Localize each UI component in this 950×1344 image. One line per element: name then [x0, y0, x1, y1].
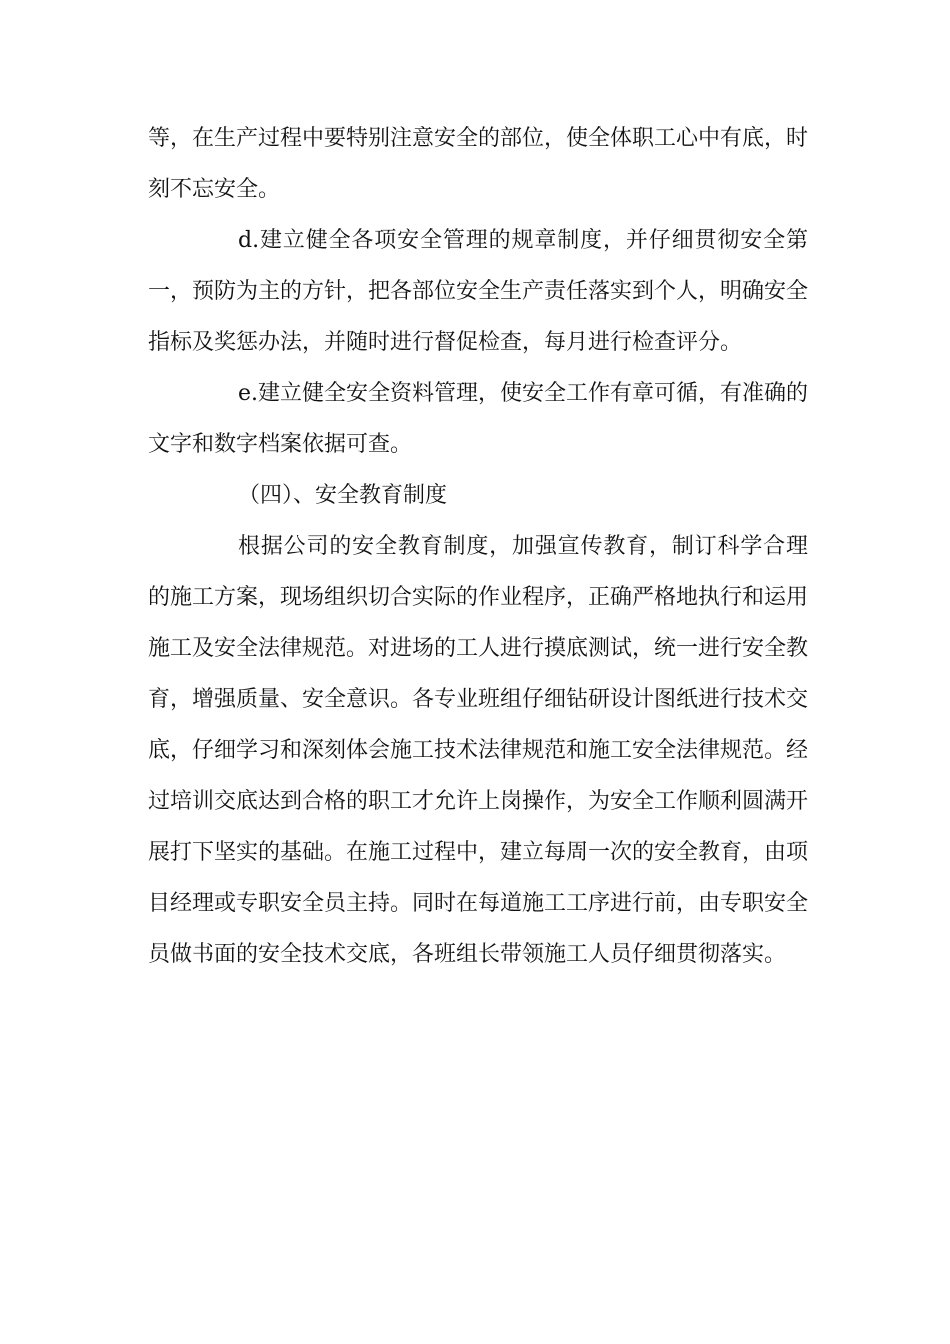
paragraph-continuation: 等，在生产过程中要特别注意安全的部位，使全体职工心中有底，时刻不忘安全。 — [148, 126, 809, 202]
document-body — [148, 113, 808, 980]
paragraph-item-e: e.建立健全安全资料管理，使安全工作有章可循，有准确的文字和数字档案依据可查。 — [148, 381, 809, 457]
paragraph-item-d: d.建立健全各项安全管理的规章制度，并仔细贯彻安全第一，预防为主的方针，把各部位安全生产责任落实到个人，明确安全指标及奖惩办法，并随时进行督促检查，每月进行检查评分。 — [148, 228, 809, 355]
section-heading: （四）、安全教育制度 — [238, 483, 448, 508]
paragraph-safety-education: 根据公司的安全教育制度，加强宣传教育，制订科学合理的施工方案，现场组织切合实际的作业程序，正确严格地执行和运用施工及安全法律规范。对进场的工人进行摸底测试，统一进行安全教育，增强质量、安全意识。各专业班组仔细钻研设计图纸进行技术交底，仔细学习和深刻体会施工技术法律规范和施工安全法律规范。经过培训交底达到合格的职工才允许上岗操作，为安全工作顺利圆满开展打下坚实的基础。在施工过程中，建立每周一次的安全教育，由项目经理或专职安全员主持。同时在每道施工工序进行前，由专职安全员做书面的安全技术交底，各班组长带领施工人员仔细贯彻落实。 — [148, 534, 809, 967]
